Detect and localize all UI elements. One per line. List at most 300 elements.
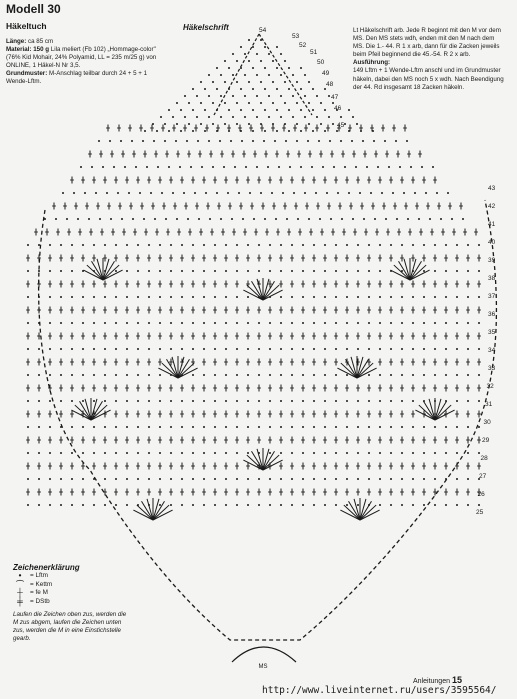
slip-stitch-symbol: ⌒	[16, 579, 24, 589]
chain-dot	[27, 426, 29, 428]
chain-dot	[357, 504, 359, 506]
chain-dot	[104, 478, 106, 480]
chain-dot	[280, 374, 282, 376]
chain-dot	[208, 116, 210, 118]
row-number: 30	[483, 419, 491, 426]
chain-dot	[392, 192, 394, 194]
chain-dot	[346, 478, 348, 480]
chain-dot	[236, 426, 238, 428]
chain-dot	[49, 452, 51, 454]
chain-dot	[224, 102, 226, 104]
chain-dot	[247, 322, 249, 324]
chain-dot	[412, 296, 414, 298]
chain-dot	[304, 116, 306, 118]
chain-dot	[412, 478, 414, 480]
ausfuehrung-label: Ausführung:	[353, 59, 391, 67]
chain-dot	[337, 192, 339, 194]
chain-dot	[256, 95, 258, 97]
chain-dot	[244, 74, 246, 76]
chain-dot	[308, 123, 310, 125]
chain-dot	[148, 478, 150, 480]
chain-dot	[179, 166, 181, 168]
chain-dot	[248, 123, 250, 125]
row-number: 34	[488, 347, 496, 354]
chain-dot	[320, 123, 322, 125]
chain-dot	[170, 348, 172, 350]
chain-dot	[282, 192, 284, 194]
model-title: Modell 30	[6, 2, 61, 16]
chain-dot	[329, 140, 331, 142]
chain-dot	[183, 192, 185, 194]
chain-dot	[224, 81, 226, 83]
chain-dot	[216, 67, 218, 69]
instructions-text: Lt Häkelschrift arb. Jede R beginnt mit den M vor dem MS. Den MS stets wdh, enden mit den M nach dem MS. Die 1.- 44. R 1 x arb, dann für die Zacken jeweils beim Pfeil beginnend die 45.-54. R 2 x arb.	[353, 27, 501, 59]
chain-dot	[248, 102, 250, 104]
chain-dot	[258, 504, 260, 506]
chain-dot	[82, 478, 84, 480]
model-subtitle: Häkeltuch	[6, 21, 47, 31]
chain-dot	[148, 426, 150, 428]
chain-dot	[115, 348, 117, 350]
chain-dot	[316, 95, 318, 97]
legend-label: = Kettm	[30, 580, 53, 588]
chain-dot	[172, 192, 174, 194]
chain-dot	[148, 270, 150, 272]
chain-dot	[159, 296, 161, 298]
row-number: 32	[486, 383, 494, 390]
chain-dot	[256, 53, 258, 55]
legend-item-kettm	[13, 581, 128, 590]
chain-dot	[60, 452, 62, 454]
chain-dot	[91, 166, 93, 168]
chain-dot	[71, 478, 73, 480]
chain-dot	[225, 322, 227, 324]
chain-dot	[288, 130, 290, 132]
chain-dot	[197, 140, 199, 142]
chain-dot	[137, 374, 139, 376]
chain-dot	[148, 452, 150, 454]
chain-dot	[313, 322, 315, 324]
chain-dot	[478, 244, 480, 246]
chain-dot	[236, 504, 238, 506]
chain-dot	[292, 116, 294, 118]
chain-dot	[93, 374, 95, 376]
chain-dot	[445, 374, 447, 376]
chain-dot	[82, 426, 84, 428]
chain-dot	[113, 166, 115, 168]
chain-dot	[219, 140, 221, 142]
chain-dot	[357, 452, 359, 454]
chain-dot	[348, 109, 350, 111]
chain-dot	[379, 400, 381, 402]
chain-dot	[467, 478, 469, 480]
chain-dot	[346, 322, 348, 324]
chain-dot	[126, 296, 128, 298]
chain-dot	[117, 192, 119, 194]
chain-dot	[346, 296, 348, 298]
chain-dot	[60, 322, 62, 324]
chain-dot	[346, 374, 348, 376]
chain-dot	[346, 270, 348, 272]
chain-dot	[300, 130, 302, 132]
chain-dot	[244, 95, 246, 97]
chain-dot	[137, 400, 139, 402]
chain-dot	[128, 192, 130, 194]
chain-dot	[423, 426, 425, 428]
chain-dot	[280, 452, 282, 454]
chain-dot	[324, 244, 326, 246]
legend-title: Zeichenerklärung	[13, 563, 80, 572]
chain-dot	[276, 67, 278, 69]
chain-dot	[192, 504, 194, 506]
chain-dot	[126, 270, 128, 272]
chain-dot	[204, 88, 206, 90]
chain-dot	[352, 218, 354, 220]
chain-dot	[324, 452, 326, 454]
chain-dot	[234, 166, 236, 168]
chain-dot	[264, 109, 266, 111]
chain-dot	[434, 348, 436, 350]
chain-dot	[214, 478, 216, 480]
chain-dot	[192, 109, 194, 111]
chain-dot	[49, 244, 51, 246]
chain-dot	[357, 244, 359, 246]
chain-dot	[176, 102, 178, 104]
chain-dot	[240, 88, 242, 90]
chain-dot	[247, 426, 249, 428]
chain-dot	[236, 322, 238, 324]
chain-dot	[388, 166, 390, 168]
chain-dot	[456, 270, 458, 272]
chain-dot	[27, 452, 29, 454]
chain-dot	[82, 348, 84, 350]
chain-dot	[478, 270, 480, 272]
chain-dot	[192, 452, 194, 454]
chain-dot	[280, 400, 282, 402]
chain-dot	[467, 374, 469, 376]
chain-dot	[445, 270, 447, 272]
chain-dot	[434, 244, 436, 246]
chain-dot	[60, 270, 62, 272]
chain-dot	[312, 130, 314, 132]
chain-dot	[80, 166, 82, 168]
chain-dot	[203, 270, 205, 272]
chain-dot	[324, 296, 326, 298]
chain-dot	[280, 426, 282, 428]
chain-dot	[300, 166, 302, 168]
chain-dot	[379, 296, 381, 298]
row-number: 51	[310, 49, 318, 56]
chain-stitch-symbol: •	[18, 571, 22, 580]
ausfuehrung-text: 149 Lftm + 1 Wende-Lftm anschl und im Grundmuster häkeln, dabei den MS noch 5 x wdh. Nach Beendigung der 44. Rd insgesamt 18 Zacken häkeln.	[353, 67, 504, 91]
chain-dot	[423, 348, 425, 350]
chain-dot	[313, 348, 315, 350]
chain-dot	[296, 81, 298, 83]
chain-dot	[104, 244, 106, 246]
chain-dot	[272, 60, 274, 62]
chain-dot	[390, 426, 392, 428]
chain-dot	[396, 218, 398, 220]
chain-dot	[104, 348, 106, 350]
chain-dot	[180, 130, 182, 132]
chain-dot	[88, 218, 90, 220]
chain-dot	[115, 504, 117, 506]
chain-dot	[27, 296, 29, 298]
chain-dot	[230, 140, 232, 142]
chain-dot	[159, 400, 161, 402]
chain-dot	[330, 218, 332, 220]
chain-dot	[302, 374, 304, 376]
chain-dot	[368, 400, 370, 402]
chain-dot	[456, 504, 458, 506]
chain-dot	[418, 218, 420, 220]
chain-dot	[170, 270, 172, 272]
chain-dot	[196, 95, 198, 97]
chain-dot	[267, 166, 269, 168]
chain-dot	[302, 348, 304, 350]
chain-dot	[269, 426, 271, 428]
chain-dot	[49, 426, 51, 428]
chain-dot	[300, 109, 302, 111]
chain-dot	[368, 348, 370, 350]
chain-dot	[165, 218, 167, 220]
chain-dot	[269, 504, 271, 506]
chain-dot	[49, 322, 51, 324]
chain-dot	[240, 109, 242, 111]
chain-dot	[346, 504, 348, 506]
chain-dot	[304, 95, 306, 97]
chain-dot	[49, 348, 51, 350]
chain-dot	[225, 426, 227, 428]
chain-dot	[232, 53, 234, 55]
chain-dot	[137, 452, 139, 454]
chain-dot	[276, 88, 278, 90]
chain-dot	[403, 192, 405, 194]
chain-dot	[308, 218, 310, 220]
chain-dot	[236, 81, 238, 83]
chain-dot	[324, 322, 326, 324]
chain-dot	[289, 166, 291, 168]
chain-dot	[263, 140, 265, 142]
chain-dot	[335, 478, 337, 480]
chain-dot	[228, 109, 230, 111]
chain-dot	[220, 74, 222, 76]
chain-dot	[175, 140, 177, 142]
chain-dot	[236, 244, 238, 246]
chain-dot	[181, 296, 183, 298]
chain-dot	[71, 244, 73, 246]
chain-dot	[344, 123, 346, 125]
chain-dot	[401, 400, 403, 402]
chain-dot	[302, 322, 304, 324]
chain-dot	[139, 192, 141, 194]
chain-dot	[247, 270, 249, 272]
chain-dot	[401, 296, 403, 298]
chain-dot	[423, 244, 425, 246]
legend-label: = fe M	[30, 589, 48, 597]
chain-dot	[236, 296, 238, 298]
legend-item-fem	[13, 589, 128, 598]
chain-dot	[291, 478, 293, 480]
chain-dot	[126, 374, 128, 376]
chain-dot	[278, 166, 280, 168]
chain-dot	[304, 192, 306, 194]
chain-dot	[401, 374, 403, 376]
chain-dot	[214, 426, 216, 428]
row-number: 47	[331, 94, 339, 101]
chain-dot	[115, 426, 117, 428]
chain-dot	[260, 60, 262, 62]
row-number: 41	[488, 221, 496, 228]
row-number: 53	[292, 33, 300, 40]
chain-dot	[291, 426, 293, 428]
chain-dot	[401, 322, 403, 324]
chain-dot	[38, 348, 40, 350]
chain-dot	[401, 244, 403, 246]
chain-dot	[225, 244, 227, 246]
chain-dot	[212, 123, 214, 125]
chain-dot	[225, 374, 227, 376]
chain-dot	[192, 478, 194, 480]
chain-dot	[341, 218, 343, 220]
chain-dot	[71, 296, 73, 298]
chain-dot	[258, 322, 260, 324]
chart-title: Häkelschrift	[183, 23, 229, 32]
chain-dot	[225, 348, 227, 350]
chain-dot	[192, 400, 194, 402]
chain-dot	[302, 478, 304, 480]
chain-dot	[335, 322, 337, 324]
chain-dot	[467, 348, 469, 350]
chain-dot	[27, 270, 29, 272]
chain-dot	[104, 400, 106, 402]
chain-dot	[98, 140, 100, 142]
row-number: 49	[322, 70, 330, 77]
chain-dot	[445, 452, 447, 454]
chain-dot	[126, 400, 128, 402]
chain-dot	[467, 322, 469, 324]
chain-dot	[456, 426, 458, 428]
chain-dot	[82, 452, 84, 454]
chain-dot	[93, 400, 95, 402]
chain-dot	[214, 244, 216, 246]
chain-dot	[71, 374, 73, 376]
chain-dot	[322, 166, 324, 168]
chain-dot	[170, 478, 172, 480]
chain-dot	[412, 452, 414, 454]
chain-dot	[225, 478, 227, 480]
chain-dot	[236, 374, 238, 376]
chain-dot	[456, 400, 458, 402]
chain-dot	[256, 74, 258, 76]
chain-dot	[280, 322, 282, 324]
chain-dot	[172, 116, 174, 118]
chain-dot	[280, 244, 282, 246]
chain-dot	[27, 348, 29, 350]
chain-dot	[184, 95, 186, 97]
chain-dot	[374, 218, 376, 220]
chain-dot	[478, 322, 480, 324]
chain-dot	[313, 452, 315, 454]
chain-dot	[346, 348, 348, 350]
chain-dot	[164, 123, 166, 125]
chain-dot	[412, 504, 414, 506]
chain-dot	[425, 192, 427, 194]
chain-dot	[208, 140, 210, 142]
chain-dot	[124, 166, 126, 168]
chain-dot	[332, 123, 334, 125]
chain-dot	[115, 296, 117, 298]
row-number: 40	[488, 239, 496, 246]
chain-dot	[192, 270, 194, 272]
chain-dot	[264, 130, 266, 132]
chain-dot	[313, 374, 315, 376]
chain-dot	[445, 322, 447, 324]
chain-dot	[247, 296, 249, 298]
legend	[13, 563, 128, 643]
chain-dot	[456, 452, 458, 454]
chain-dot	[368, 296, 370, 298]
chain-dot	[194, 192, 196, 194]
chain-dot	[104, 504, 106, 506]
chain-dot	[106, 192, 108, 194]
chain-dot	[359, 192, 361, 194]
chain-dot	[269, 348, 271, 350]
chain-dot	[390, 296, 392, 298]
chain-dot	[232, 95, 234, 97]
chain-dot	[66, 218, 68, 220]
chain-dot	[467, 270, 469, 272]
chain-dot	[332, 102, 334, 104]
row-number: 29	[482, 437, 490, 444]
row-number: 52	[299, 42, 307, 49]
chain-dot	[258, 426, 260, 428]
chain-dot	[188, 102, 190, 104]
chain-dot	[335, 400, 337, 402]
chain-dot	[335, 244, 337, 246]
chain-dot	[27, 400, 29, 402]
chain-dot	[335, 426, 337, 428]
chain-dot	[297, 218, 299, 220]
chain-dot	[82, 244, 84, 246]
chain-dot	[126, 244, 128, 246]
chain-dot	[302, 270, 304, 272]
chain-dot	[137, 478, 139, 480]
chain-dot	[284, 81, 286, 83]
chain-dot	[434, 452, 436, 454]
chain-dot	[467, 296, 469, 298]
chain-dot	[137, 322, 139, 324]
chain-dot	[115, 400, 117, 402]
footer-section: Anleitungen	[413, 678, 450, 685]
chain-dot	[93, 504, 95, 506]
chain-dot	[60, 348, 62, 350]
chain-dot	[49, 270, 51, 272]
chain-dot	[478, 452, 480, 454]
chain-dot	[324, 109, 326, 111]
chain-dot	[340, 140, 342, 142]
chain-dot	[192, 426, 194, 428]
chain-dot	[248, 81, 250, 83]
chain-dot	[252, 46, 254, 48]
chain-dot	[203, 452, 205, 454]
chain-dot	[313, 400, 315, 402]
chain-dot	[60, 400, 62, 402]
chain-dot	[434, 322, 436, 324]
chain-dot	[160, 116, 162, 118]
chain-dot	[159, 244, 161, 246]
chain-dot	[95, 192, 97, 194]
